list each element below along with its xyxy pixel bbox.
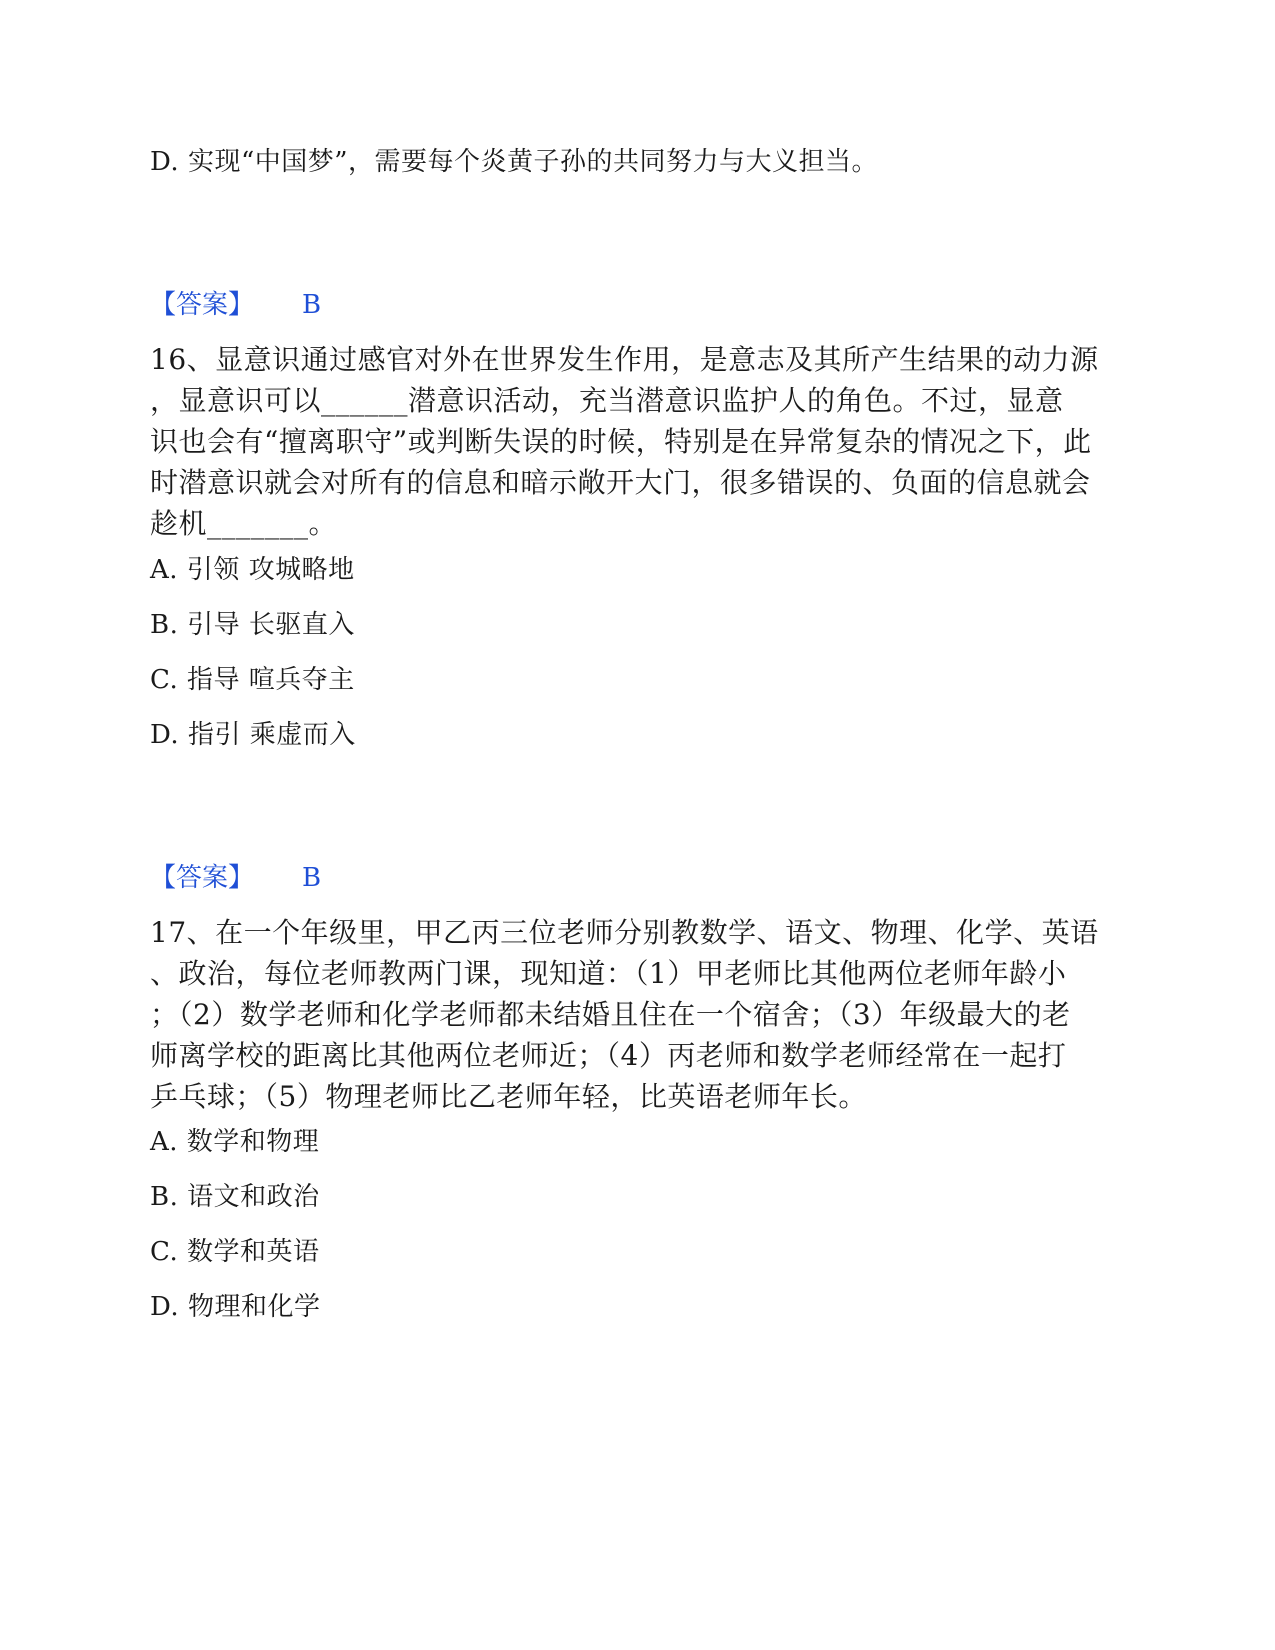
question-16-line: 16、显意识通过感官对外在世界发生作用，是意志及其所产生结果的动力源 [150, 343, 1099, 376]
question-17-line: 、政治，每位老师教两门课，现知道：（1）甲老师比其他两位老师年龄小 [150, 957, 1067, 990]
answer-value: B [302, 290, 322, 320]
answer-label: 【答案】 [150, 863, 255, 893]
answer-label: 【答案】 [150, 290, 255, 320]
question-16-line: ，显意识可以______潜意识活动，充当潜意识监护人的角色。不过，显意 [150, 384, 1064, 417]
question-17-option-a: A. 数学和物理 [150, 1127, 320, 1157]
question-17-line: 乒乓球；（5）物理老师比乙老师年轻，比英语老师年长。 [150, 1080, 867, 1113]
question-17-line: 17、在一个年级里，甲乙丙三位老师分别教数学、语文、物理、化学、英语 [150, 916, 1099, 949]
question-17-stem [150, 912, 1130, 1117]
question-17-line: ；（2）数学老师和化学老师都未结婚且住在一个宿舍；（3）年级最大的老 [150, 998, 1071, 1031]
question-16-option-d: D. 指引 乘虚而入 [150, 720, 356, 750]
answer-block-2 [150, 858, 321, 898]
question-16-stem [150, 339, 1130, 544]
question-16-option-a: A. 引领 攻城略地 [150, 555, 355, 585]
question-16-option-c: C. 指导 喧兵夺主 [150, 665, 355, 695]
answer-block-1 [150, 285, 321, 325]
answer-value: B [302, 863, 322, 893]
question-16-line: 时潜意识就会对所有的信息和暗示敞开大门，很多错误的、负面的信息就会 [150, 466, 1091, 499]
prev-option-d: D. 实现“中国梦”，需要每个炎黄子孙的共同努力与大义担当。 [150, 147, 879, 177]
question-16-line: 识也会有“擅离职守”或判断失误的时候，特别是在异常复杂的情况之下，此 [150, 425, 1092, 458]
question-17-option-c: C. 数学和英语 [150, 1237, 320, 1267]
question-17-option-d: D. 物理和化学 [150, 1292, 321, 1322]
question-17-option-b: B. 语文和政治 [150, 1182, 320, 1212]
question-16-line: 趁机_______。 [150, 507, 338, 540]
question-17-line: 师离学校的距离比其他两位老师近；（4）丙老师和数学老师经常在一起打 [150, 1039, 1067, 1072]
question-16-option-b: B. 引导 长驱直入 [150, 610, 355, 640]
